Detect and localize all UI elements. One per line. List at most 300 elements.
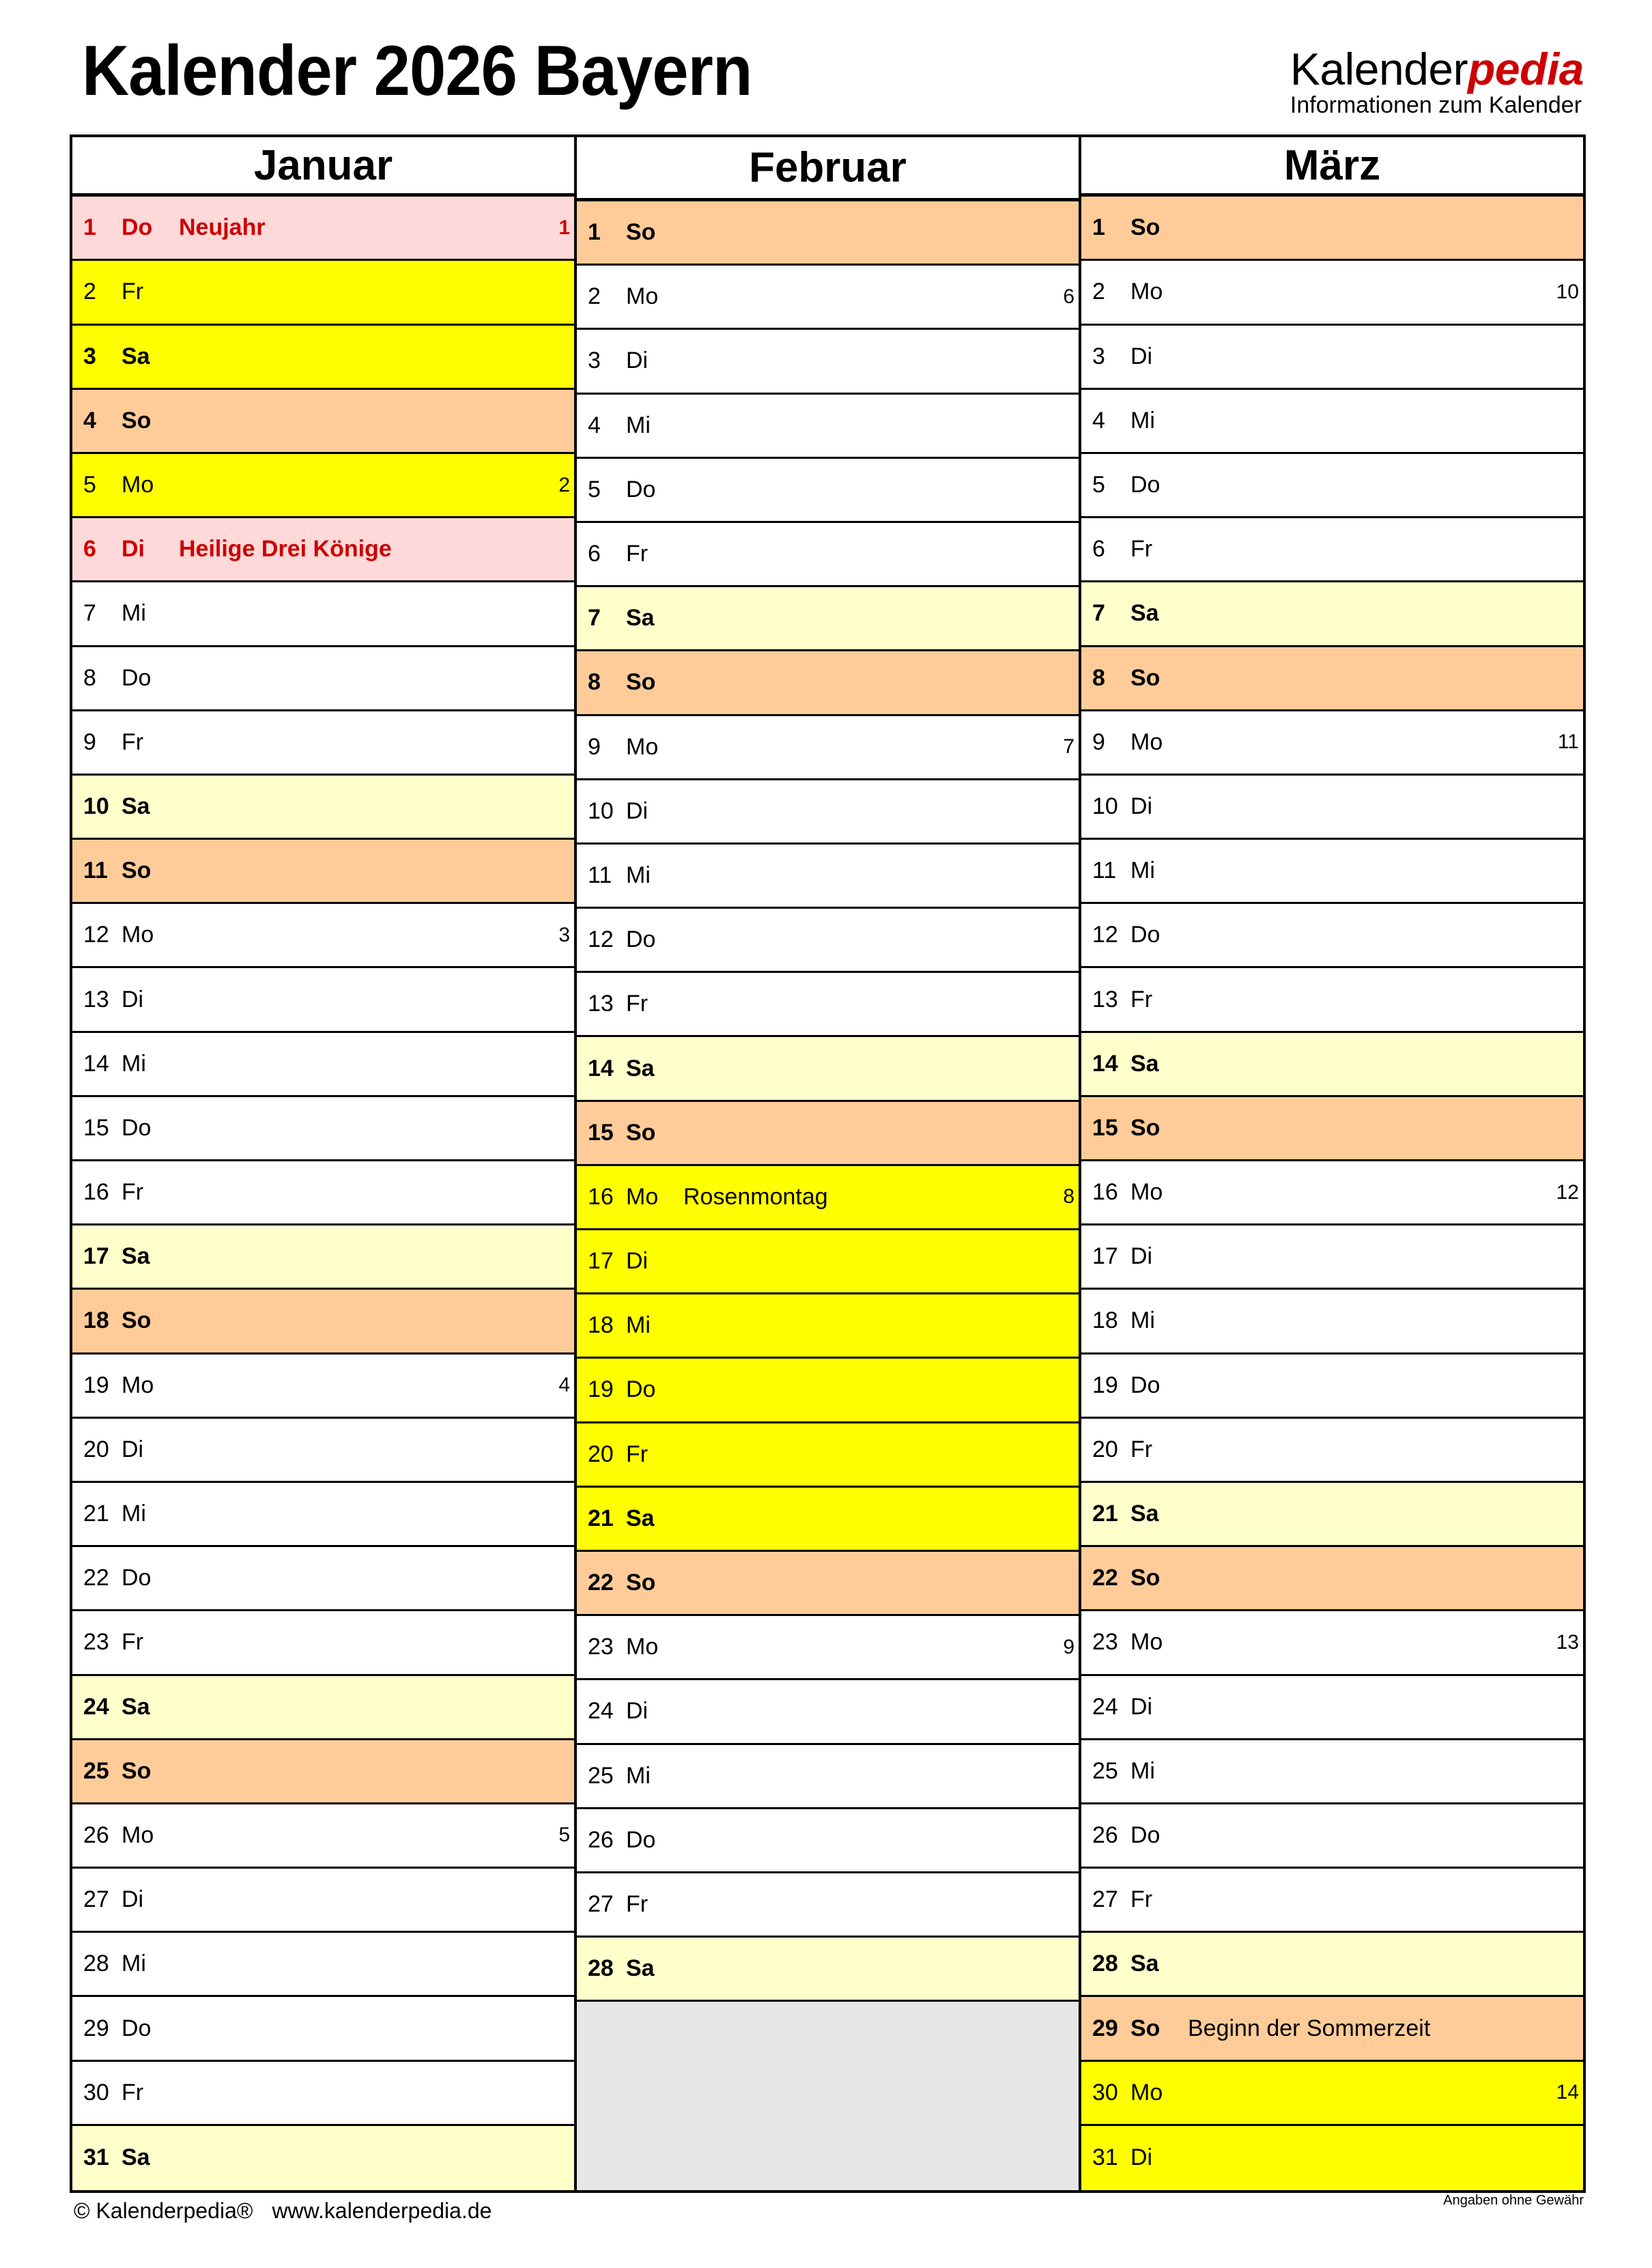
weekday: Fr [1130, 536, 1153, 563]
day-row [72, 1225, 574, 1290]
weekday: Do [1130, 922, 1160, 948]
day-row [577, 1873, 1079, 1938]
weekday: Mi [122, 1501, 146, 1527]
day-number: 22 [1092, 1565, 1118, 1591]
weekday: So [626, 669, 656, 696]
day-row [577, 266, 1079, 330]
day-row [72, 326, 574, 390]
day-number: 10 [588, 797, 614, 824]
weekday: Fr [626, 541, 649, 567]
day-row [1081, 390, 1583, 454]
weekday: Sa [122, 2144, 150, 2171]
day-row [577, 1423, 1079, 1488]
weekday: Mi [122, 600, 146, 627]
day-number: 8 [588, 669, 601, 696]
day-number: 15 [83, 1114, 109, 1141]
day-number: 12 [83, 922, 109, 948]
weekday: Mo [626, 733, 659, 760]
day-row [577, 395, 1079, 459]
day-row [1081, 904, 1583, 968]
weekday: Do [626, 926, 656, 953]
weekday: Mo [1130, 728, 1163, 755]
day-row [577, 1294, 1079, 1359]
weekday: So [122, 857, 152, 884]
day-row [577, 909, 1079, 973]
week-number: 13 [1556, 1630, 1579, 1654]
day-number: 29 [83, 2015, 109, 2041]
month-header: März [1081, 137, 1583, 197]
day-number: 13 [1092, 986, 1118, 1012]
day-row [577, 651, 1079, 715]
day-number: 9 [1092, 728, 1105, 755]
day-number: 11 [588, 862, 612, 888]
day-number: 28 [588, 1955, 614, 1982]
day-number: 20 [1092, 1436, 1118, 1462]
weekday: Mi [122, 1050, 146, 1077]
day-number: 27 [1092, 1886, 1118, 1913]
day-row [1081, 1225, 1583, 1290]
weekday: Mo [1130, 279, 1163, 305]
weekday: Fr [1130, 1886, 1153, 1913]
weekday: Fr [122, 728, 144, 755]
week-number: 3 [558, 923, 570, 946]
day-number: 16 [83, 1179, 109, 1206]
day-row [1081, 1355, 1583, 1419]
weekday: Do [122, 1114, 152, 1141]
weekday: So [626, 1119, 656, 1146]
day-number: 22 [588, 1570, 614, 1596]
day-row [72, 582, 574, 647]
day-number: 2 [588, 283, 601, 310]
day-row [72, 647, 574, 711]
kalenderpedia-logo[interactable] [1290, 46, 1584, 118]
day-row [1081, 1997, 1583, 2061]
day-number: 23 [1092, 1629, 1118, 1656]
weekday: Sa [1130, 1951, 1159, 1977]
day-number: 21 [588, 1505, 614, 1531]
day-number: 27 [83, 1886, 109, 1913]
day-row [1081, 582, 1583, 647]
day-number: 6 [1092, 536, 1105, 563]
day-row [72, 2126, 574, 2190]
day-row [577, 459, 1079, 523]
weekday: Di [626, 797, 649, 824]
weekday: Sa [122, 343, 150, 369]
day-number: 4 [83, 407, 96, 434]
day-row [72, 1290, 574, 1354]
weekday: Fr [122, 1179, 144, 1206]
day-row [577, 1230, 1079, 1294]
weekday: Mi [1130, 857, 1155, 884]
day-note: Heilige Drei Könige [179, 536, 392, 563]
day-number: 5 [588, 476, 601, 502]
weekday: Sa [122, 793, 150, 819]
day-number: 17 [83, 1243, 109, 1270]
day-row [1081, 647, 1583, 711]
day-number: 29 [1092, 2015, 1118, 2041]
calendar-table [70, 134, 1586, 2193]
day-note: Beginn der Sommerzeit [1188, 2015, 1431, 2041]
day-row [577, 201, 1079, 266]
day-number: 21 [1092, 1501, 1118, 1527]
weekday: Di [1130, 793, 1153, 819]
day-number: 30 [1092, 2079, 1118, 2106]
day-number: 9 [588, 733, 601, 760]
weekday: So [1130, 1565, 1160, 1591]
weekday: Do [626, 1826, 656, 1853]
day-row [1081, 968, 1583, 1032]
weekday: Mi [626, 1762, 651, 1789]
day-number: 4 [588, 412, 601, 438]
day-number: 3 [1092, 343, 1105, 369]
weekday: Sa [1130, 600, 1159, 627]
week-number: 8 [1063, 1185, 1074, 1208]
day-row [577, 973, 1079, 1037]
weekday: Sa [626, 605, 655, 632]
day-number: 5 [1092, 472, 1105, 498]
day-row [1081, 1161, 1583, 1225]
weekday: Mi [1130, 1307, 1155, 1334]
day-number: 8 [1092, 664, 1105, 691]
day-number: 14 [588, 1055, 614, 1081]
day-number: 15 [588, 1119, 614, 1146]
weekday: Sa [1130, 1501, 1159, 1527]
day-row [577, 1809, 1079, 1873]
day-number: 17 [588, 1248, 614, 1275]
day-row [1081, 1290, 1583, 1354]
day-number: 5 [83, 472, 96, 498]
day-number: 25 [1092, 1757, 1118, 1784]
day-number: 10 [1092, 793, 1118, 819]
weekday: Mo [626, 1634, 659, 1660]
logo-wordmark [1290, 44, 1584, 94]
weekday: Mi [1130, 407, 1155, 434]
day-number: 24 [1092, 1693, 1118, 1720]
day-number: 19 [1092, 1372, 1118, 1398]
month-column-januar [72, 137, 577, 2190]
day-row [577, 1037, 1079, 1101]
weekday: Sa [122, 1693, 150, 1720]
weekday: Di [122, 1436, 144, 1462]
day-row [1081, 1869, 1583, 1933]
day-row [577, 1745, 1079, 1809]
weekday: Do [122, 1565, 152, 1591]
day-row [577, 1680, 1079, 1744]
day-number: 26 [1092, 1822, 1118, 1848]
weekday: Fr [1130, 986, 1153, 1012]
day-row [577, 716, 1079, 780]
month-header: Januar [72, 137, 574, 197]
weekday: Fr [626, 1890, 649, 1917]
day-number: 18 [588, 1312, 614, 1339]
weekday: Do [122, 2015, 152, 2041]
day-row [1081, 840, 1583, 904]
weekday: Do [626, 1376, 656, 1403]
disclaimer-text: Angaben ohne Gewähr [1443, 2193, 1584, 2208]
day-row [1081, 2126, 1583, 2190]
page-title: Kalender 2026 Bayern [82, 31, 752, 111]
day-row [72, 776, 574, 840]
day-row [72, 261, 574, 325]
week-number: 1 [558, 216, 570, 239]
day-number: 31 [1092, 2144, 1118, 2171]
weekday: Do [122, 664, 152, 691]
day-number: 6 [588, 541, 601, 567]
weekday: Di [626, 1248, 649, 1275]
day-row [72, 197, 574, 261]
day-number: 14 [1092, 1050, 1118, 1077]
weekday: Sa [626, 1955, 655, 1982]
day-number: 20 [588, 1441, 614, 1467]
day-row [72, 518, 574, 582]
day-number: 21 [83, 1501, 109, 1527]
month-header: Februar [577, 137, 1079, 201]
weekday: So [122, 1307, 152, 1334]
day-row [72, 1033, 574, 1097]
day-row [72, 968, 574, 1032]
weekday: Mo [626, 1183, 659, 1210]
day-row [577, 1938, 1079, 2002]
day-number: 1 [588, 219, 601, 246]
weekday: Mo [122, 922, 154, 948]
day-number: 26 [588, 1826, 614, 1853]
week-number: 6 [1063, 285, 1074, 308]
weekday: Mo [1130, 2079, 1163, 2106]
month-column-februar [577, 137, 1081, 2190]
weekday: Mi [626, 862, 651, 888]
weekday: So [122, 1757, 152, 1784]
day-number: 25 [588, 1762, 614, 1789]
day-number: 1 [1092, 214, 1105, 241]
day-row [72, 1997, 574, 2061]
day-number: 6 [83, 536, 96, 563]
weekday: Sa [626, 1505, 655, 1531]
day-row [577, 523, 1079, 587]
day-number: 23 [588, 1634, 614, 1660]
weekday: Di [1130, 2144, 1153, 2171]
weekday: So [122, 407, 152, 434]
day-number: 26 [83, 1822, 109, 1848]
day-number: 3 [83, 343, 96, 369]
day-number: 4 [1092, 407, 1105, 434]
day-row [72, 1804, 574, 1869]
week-number: 12 [1556, 1180, 1579, 1204]
day-row [72, 1419, 574, 1483]
day-row [577, 1488, 1079, 1552]
day-number: 7 [588, 605, 601, 632]
weekday: Mi [122, 1951, 146, 1977]
weekday: So [1130, 2015, 1160, 2041]
day-number: 30 [83, 2079, 109, 2106]
day-rows [72, 197, 574, 2190]
day-number: 19 [588, 1376, 614, 1403]
day-number: 7 [1092, 600, 1105, 627]
day-row [1081, 518, 1583, 582]
day-row [1081, 1547, 1583, 1611]
day-rows [1081, 197, 1583, 2190]
day-row [1081, 261, 1583, 325]
day-number: 13 [83, 986, 109, 1012]
day-number: 11 [1092, 857, 1117, 884]
empty-days-area [577, 2002, 1079, 2190]
day-row [72, 1547, 574, 1611]
day-row [1081, 1097, 1583, 1161]
day-row [72, 1869, 574, 1933]
day-row [72, 1676, 574, 1740]
weekday: Fr [122, 279, 144, 305]
day-number: 24 [588, 1698, 614, 1725]
day-number: 25 [83, 1757, 109, 1784]
day-row [72, 1611, 574, 1675]
day-row [1081, 1611, 1583, 1675]
day-row [72, 1483, 574, 1547]
logo-tagline: Informationen zum Kalender [1290, 92, 1582, 118]
weekday: Fr [1130, 1436, 1153, 1462]
day-number: 7 [83, 600, 96, 627]
day-row [577, 780, 1079, 845]
day-row [1081, 1804, 1583, 1869]
day-number: 28 [1092, 1951, 1118, 1977]
weekday: Mo [122, 1822, 154, 1848]
day-row [72, 2062, 574, 2126]
weekday: Do [1130, 1372, 1160, 1398]
day-row [577, 845, 1079, 909]
week-number: 10 [1556, 280, 1579, 303]
day-row [1081, 2062, 1583, 2126]
weekday: Di [122, 986, 144, 1012]
day-number: 10 [83, 793, 109, 819]
weekday: Di [1130, 1693, 1153, 1720]
weekday: So [1130, 664, 1160, 691]
weekday: Sa [122, 1243, 150, 1270]
weekday: Sa [626, 1055, 655, 1081]
weekday: Di [626, 348, 649, 374]
day-number: 1 [83, 214, 96, 241]
day-number: 18 [83, 1307, 109, 1334]
weekday: Mo [1130, 1629, 1163, 1656]
weekday: So [1130, 1114, 1160, 1141]
day-number: 3 [588, 348, 601, 374]
day-row [72, 1355, 574, 1419]
day-row [577, 1616, 1079, 1680]
week-number: 4 [558, 1374, 570, 1397]
day-number: 12 [1092, 922, 1118, 948]
week-number: 2 [558, 473, 570, 496]
weekday: Mi [626, 1312, 651, 1339]
footer-credits [74, 2198, 492, 2224]
day-number: 8 [83, 664, 96, 691]
day-number: 16 [1092, 1179, 1118, 1206]
weekday: Di [1130, 1243, 1153, 1270]
day-number: 24 [83, 1693, 109, 1720]
day-row [577, 587, 1079, 651]
day-number: 11 [83, 857, 108, 884]
day-row [577, 330, 1079, 394]
day-row [1081, 776, 1583, 840]
day-row [1081, 1676, 1583, 1740]
day-number: 9 [83, 728, 96, 755]
month-column-maerz [1081, 137, 1583, 2190]
day-number: 20 [83, 1436, 109, 1462]
weekday: Di [1130, 343, 1153, 369]
week-number: 14 [1556, 2081, 1579, 2104]
copyright-text: © Kalenderpedia® [74, 2198, 253, 2223]
weekday: Do [1130, 472, 1160, 498]
day-row [1081, 1933, 1583, 1997]
weekday: Mi [626, 412, 651, 438]
weekday: Do [122, 214, 153, 241]
day-number: 17 [1092, 1243, 1118, 1270]
week-number: 5 [558, 1824, 570, 1847]
weekday: Fr [122, 1629, 144, 1656]
day-row [1081, 711, 1583, 776]
day-row [1081, 454, 1583, 518]
day-row [72, 711, 574, 776]
day-number: 28 [83, 1951, 109, 1977]
weekday: Mo [122, 1372, 154, 1398]
day-number: 31 [83, 2144, 109, 2171]
day-number: 15 [1092, 1114, 1118, 1141]
day-row [72, 904, 574, 968]
weekday: So [626, 219, 656, 246]
weekday: Sa [1130, 1050, 1159, 1077]
week-number: 9 [1063, 1635, 1074, 1658]
week-number: 11 [1557, 731, 1579, 754]
weekday: Mo [122, 472, 154, 498]
weekday: Fr [122, 2079, 144, 2106]
day-row [1081, 1740, 1583, 1804]
logo-accent-text: pedia [1468, 44, 1584, 94]
day-row [72, 1161, 574, 1225]
day-row [577, 1359, 1079, 1423]
day-row [72, 1740, 574, 1804]
day-row [72, 454, 574, 518]
weekday: Fr [626, 1441, 649, 1467]
day-number: 23 [83, 1629, 109, 1656]
day-number: 2 [83, 279, 96, 305]
day-rows [577, 201, 1079, 2190]
weekday: Mi [1130, 1757, 1155, 1784]
weekday: Mo [1130, 1179, 1163, 1206]
day-row [1081, 1033, 1583, 1097]
weekday: Fr [626, 991, 649, 1017]
week-number: 7 [1063, 735, 1074, 759]
day-note: Rosenmontag [683, 1183, 828, 1210]
day-number: 12 [588, 926, 614, 953]
day-number: 14 [83, 1050, 109, 1077]
day-number: 16 [588, 1183, 614, 1210]
day-number: 27 [588, 1890, 614, 1917]
day-number: 2 [1092, 279, 1105, 305]
day-row [577, 1166, 1079, 1230]
weekday: Di [626, 1698, 649, 1725]
weekday: So [1130, 214, 1160, 241]
weekday: Di [122, 1886, 144, 1913]
day-row [1081, 197, 1583, 261]
day-row [1081, 1419, 1583, 1483]
website-link[interactable]: www.kalenderpedia.de [272, 2198, 492, 2223]
weekday: So [626, 1570, 656, 1596]
day-number: 22 [83, 1565, 109, 1591]
day-row [1081, 1483, 1583, 1547]
weekday: Mo [626, 283, 659, 310]
weekday: Di [122, 536, 145, 563]
day-row [1081, 326, 1583, 390]
day-row [72, 1933, 574, 1997]
day-note: Neujahr [179, 214, 266, 241]
day-number: 18 [1092, 1307, 1118, 1334]
day-row [577, 1102, 1079, 1166]
